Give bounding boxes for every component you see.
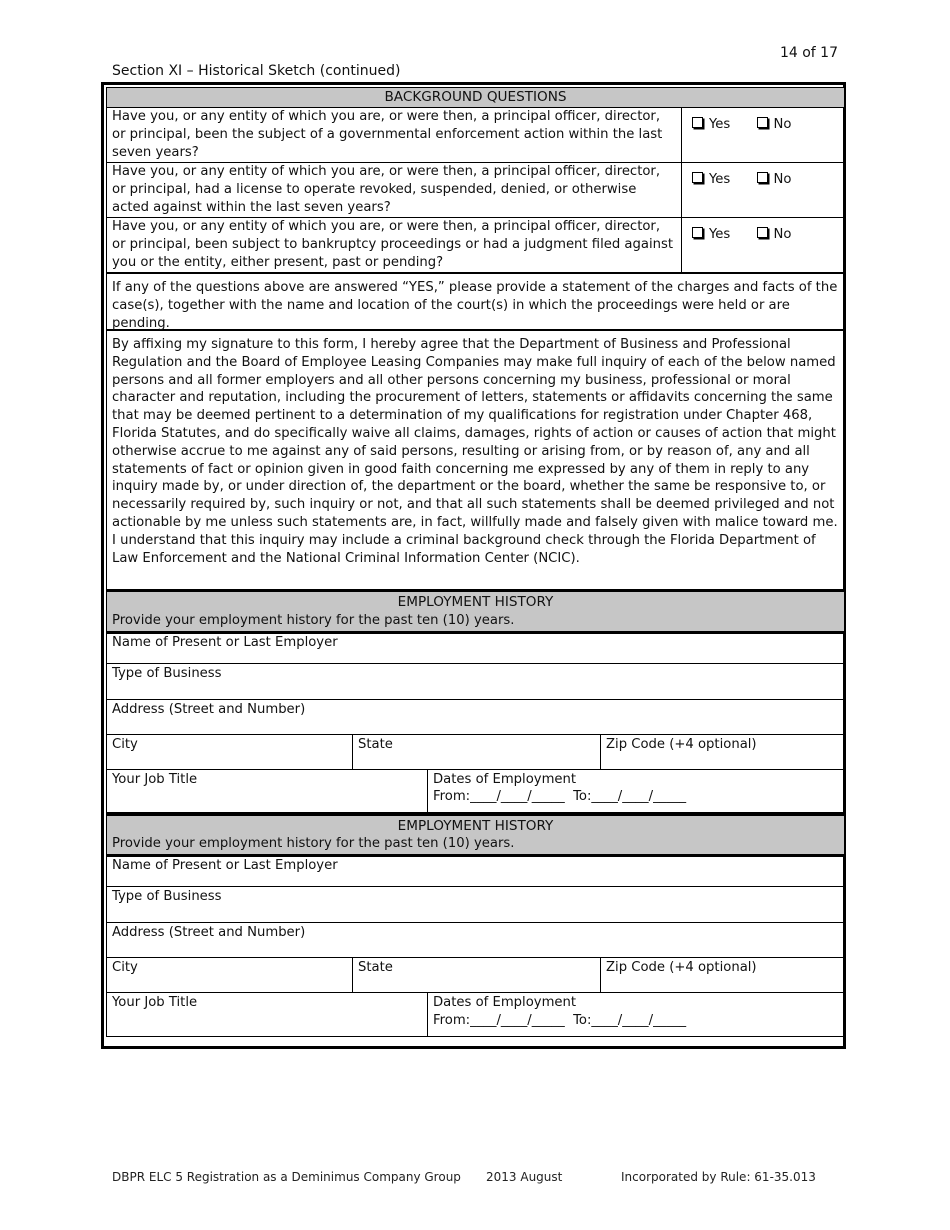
dates-format: From:____/____/_____ To:____/____/_____ [433,1012,687,1028]
address-label: Address (Street and Number) [112,925,306,941]
answer-options [682,108,844,162]
city-field[interactable]: City [112,736,138,752]
no-label: No [773,117,792,132]
city-state-zip-row [107,735,844,770]
question-row-enforcement [107,108,844,163]
job-title-field[interactable]: Your Job Title [112,995,198,1011]
checkbox-icon [692,227,703,238]
question-row-license [107,163,844,218]
state-field[interactable]: State [352,958,600,992]
form-body [106,87,845,1037]
question-row-bankruptcy [107,218,844,274]
answer-options [682,163,844,217]
no-checkbox[interactable] [757,171,792,189]
question-text: Have you, or any entity of which you are, or were then, a principal officer, director, or principal, had a license to operate revoked, suspended, denied, or otherwise acted against within the last seven years? [107,163,682,217]
city-field[interactable]: City [112,960,138,976]
employer-name-label: Name of Present or Last Employer [112,858,338,874]
checkbox-icon [757,117,768,128]
employment-history-subtitle: Provide your employment history for the past ten (10) years. [112,612,515,628]
no-checkbox[interactable] [757,116,792,134]
zip-field[interactable]: Zip Code (+4 optional) [600,735,844,769]
employment-dates-field[interactable] [427,993,844,1036]
yes-checkbox[interactable] [692,226,752,244]
employment-dates-field[interactable] [427,770,844,812]
section-title: Section XI – Historical Sketch (continued) [112,63,401,79]
footer-rule: Incorporated by Rule: 61-35.013 [621,1170,816,1184]
question-text: Have you, or any entity of which you are, or were then, a principal officer, director, or principal, been subject to bankruptcy proceedings or had a judgment filed against you or the entity, either present, past or pending? [107,218,682,272]
business-type-label: Type of Business [112,665,222,681]
employer-name-label: Name of Present or Last Employer [112,634,338,650]
dates-label: Dates of Employment [433,995,577,1011]
business-type-label: Type of Business [112,889,222,905]
dates-format: From:____/____/_____ To:____/____/_____ [433,789,687,805]
city-state-zip-row [107,958,844,993]
dates-label: Dates of Employment [433,771,577,787]
question-text: Have you, or any entity of which you are, or were then, a principal officer, director, or principal, been the subject of a governmental enforcement action within the last seven years? [107,108,682,162]
business-type-field[interactable] [107,887,844,923]
state-field[interactable]: State [352,735,600,769]
yes-label: Yes [709,172,731,187]
checkbox-icon [692,172,703,183]
checkbox-icon [692,117,703,128]
zip-field[interactable]: Zip Code (+4 optional) [600,958,844,992]
employment-history-title: EMPLOYMENT HISTORY [397,817,554,834]
business-type-field[interactable] [107,664,844,700]
no-label: No [773,227,792,242]
job-title-field[interactable]: Your Job Title [112,771,198,787]
address-label: Address (Street and Number) [112,701,306,717]
employer-name-field[interactable] [107,634,844,664]
yes-label: Yes [709,117,731,132]
yes-checkbox[interactable] [692,171,752,189]
yes-instruction-text: If any of the questions above are answered “YES,” please provide a statement of the charges and facts of the case(s), together with the name and location of the court(s) in which the proceedings were held or are pending. [107,274,844,331]
address-field[interactable] [107,923,844,958]
authorization-statement: By affixing my signature to this form, I hereby agree that the Department of Business and Professional Regulation and the Board of Employee Leasing Companies may make full inquiry of each of the below named persons and all former employers and all other persons concerning my business, professional or moral character and reputation, including the procurement of letters, statements or affidavits concerning the same that may be deemed pertinent to a determination of my qualifications for registration under Chapter 468, Florida Statutes, and do specifically waive all claims, damages, rights of action or causes of action that might otherwise accrue to me against any of said persons, resulting or arising from, or by reason of, any and all statements of fact or opinion given in good faith concerning me expressed by any of them in reply to any inquiry made by, or under direction of, the department or the board, whether the same be responsive to, or necessarily required by, such inquiry or not, and that all such statements shall be deemed privileged and not actionable by me unless such statements are, in fact, willfully made and falsely given with malice toward me. I understand that this inquiry may include a criminal background check through the Florida Department of Law Enforcement and the National Criminal Information Center (NCIC). [112,337,838,566]
employer-name-field[interactable] [107,857,844,887]
job-dates-row [107,993,844,1036]
checkbox-icon [757,172,768,183]
employment-history-heading [107,813,844,858]
footer-form-name: DBPR ELC 5 Registration as a Deminimus Company Group [112,1170,461,1184]
no-label: No [773,172,792,187]
no-checkbox[interactable] [757,226,792,244]
address-field[interactable] [107,700,844,735]
employment-history-title: EMPLOYMENT HISTORY [397,594,554,610]
background-questions-heading: BACKGROUND QUESTIONS [107,88,844,108]
yes-checkbox[interactable] [692,116,752,134]
answer-options [682,218,844,272]
job-dates-row [107,770,844,813]
checkbox-icon [757,227,768,238]
yes-label: Yes [709,227,731,242]
page-number: 14 of 17 [779,45,838,61]
footer-date: 2013 August [486,1170,563,1184]
employment-history-heading [107,589,844,634]
employment-history-subtitle: Provide your employment history for the past ten (10) years. [112,836,515,852]
